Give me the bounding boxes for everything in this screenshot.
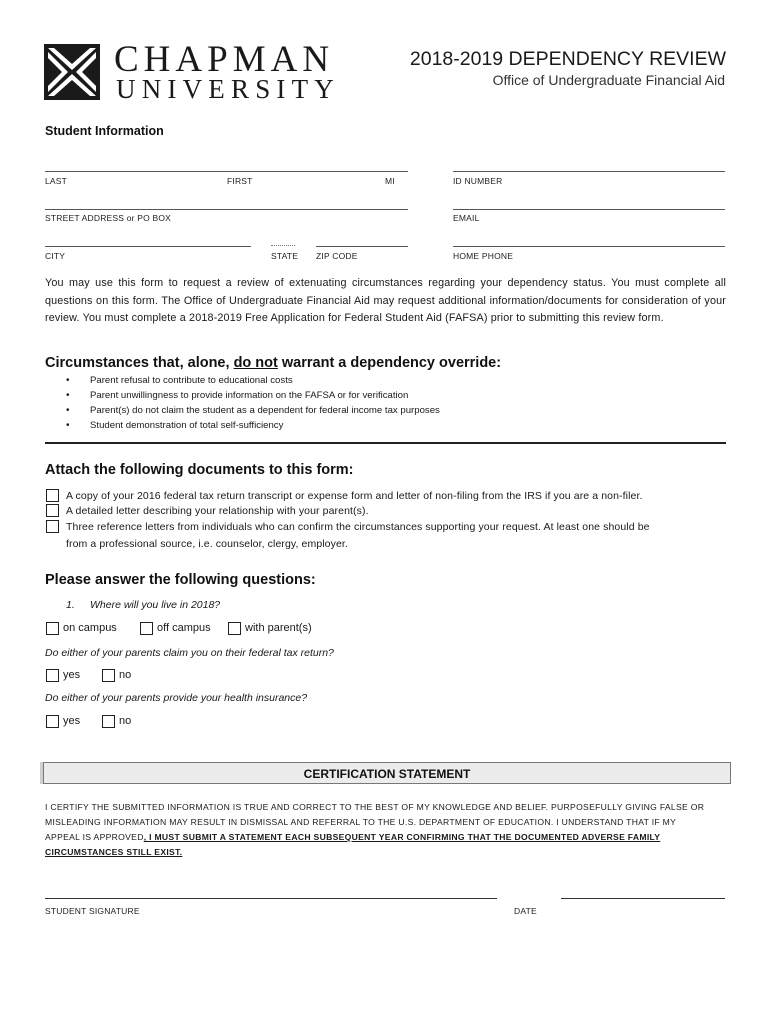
- street-address-field-line[interactable]: [45, 209, 408, 210]
- questions-heading: Please answer the following questions:: [45, 572, 316, 588]
- certification-line: I CERTIFY THE SUBMITTED INFORMATION IS TRUE AND CORRECT TO THE BEST OF MY KNOWLEDGE AND BELIEF. PURPOSEFULLY GIVING FALSE OR: [45, 802, 705, 812]
- list-item: • Parent refusal to contribute to educational costs: [66, 373, 666, 388]
- name-field-line[interactable]: [45, 171, 408, 172]
- certification-header-box: [43, 762, 731, 784]
- zip-code-field-line[interactable]: [316, 246, 408, 247]
- email-label: EMAIL: [453, 213, 480, 223]
- on-campus-checkbox[interactable]: [46, 622, 59, 635]
- certification-line: APPEAL IS APPROVED, I MUST SUBMIT A STATEMENT EACH SUBSEQUENT YEAR CONFIRMING THAT THE DOCUMENTED ADVERSE FAMILY: [45, 832, 661, 842]
- question-3-text: Do either of your parents provide your health insurance?: [45, 692, 308, 704]
- health-insurance-yes-checkbox[interactable]: [46, 715, 59, 728]
- zip-code-label: ZIP CODE: [316, 251, 358, 261]
- city-label: CITY: [45, 251, 66, 261]
- with-parents-label: with parent(s): [245, 622, 312, 634]
- state-field-line[interactable]: [271, 245, 295, 246]
- intro-paragraph: You may use this form to request a review of extenuating circumstances regarding your dependency status. You must complete all questions on this form. The Office of Undergraduate Financial Aid may request additional information/documents for consideration of your review. You must complete a 2018-2019 Free Application for Federal Student Aid (FAFSA) prior to submitting this review form.: [45, 277, 726, 324]
- student-signature-label: STUDENT SIGNATURE: [45, 906, 140, 916]
- list-item: • Student demonstration of total self-sufficiency: [66, 418, 666, 433]
- document-title: 2018-2019 DEPENDENCY REVIEW: [409, 48, 726, 70]
- chapman-logo-mark: [44, 44, 100, 100]
- home-phone-field-line[interactable]: [453, 246, 725, 247]
- date-label: DATE: [514, 906, 537, 916]
- home-phone-label: HOME PHONE: [453, 251, 514, 261]
- attach-letter-checkbox[interactable]: [46, 504, 59, 517]
- middle-initial-label: MI: [385, 176, 395, 186]
- state-label: STATE: [271, 251, 299, 261]
- question-2-text: Do either of your parents claim you on their federal tax return?: [45, 647, 334, 659]
- document-subtitle: Office of Undergraduate Financial Aid: [492, 72, 725, 88]
- logo-wordmark-chapman: CHAPMAN: [114, 39, 335, 80]
- tax-claim-no-label: no: [119, 669, 132, 681]
- question-1-number: 1.: [66, 599, 75, 611]
- list-item: • Parent(s) do not claim the student as a dependent for federal income tax purposes: [66, 403, 666, 418]
- attach-heading: Attach the following documents to this form:: [45, 462, 354, 478]
- health-insurance-no-checkbox[interactable]: [102, 715, 115, 728]
- health-insurance-no-label: no: [119, 715, 132, 727]
- id-number-field-line[interactable]: [453, 171, 725, 172]
- id-number-label: ID NUMBER: [453, 176, 503, 186]
- circumstances-heading: Circumstances that, alone, do not warrant a dependency override:: [45, 355, 502, 371]
- first-name-label: FIRST: [227, 176, 253, 186]
- attach-tax-return-text: A copy of your 2016 federal tax return transcript or expense form and letter of non-filing from the IRS if you are a non-filer.: [66, 490, 643, 502]
- off-campus-checkbox[interactable]: [140, 622, 153, 635]
- on-campus-label: on campus: [63, 622, 117, 634]
- section-divider: [45, 442, 726, 444]
- certification-title: CERTIFICATION STATEMENT: [303, 767, 471, 781]
- city-field-line[interactable]: [45, 246, 251, 247]
- certification-line: MISLEADING INFORMATION MAY RESULT IN DISMISSAL AND REFERRAL TO THE U.S. DEPARTMENT OF EDUCATION. I UNDERSTAND THAT IF MY: [45, 817, 677, 827]
- off-campus-label: off campus: [157, 622, 211, 634]
- certification-line: CIRCUMSTANCES STILL EXIST.: [45, 847, 183, 857]
- attach-references-checkbox[interactable]: [46, 520, 59, 533]
- list-item: • Parent unwillingness to provide information on the FAFSA or for verification: [66, 388, 666, 403]
- tax-claim-yes-label: yes: [63, 669, 81, 681]
- circumstances-list: [66, 373, 666, 433]
- do-not-emphasis: do not: [233, 355, 278, 371]
- attach-references-text-cont: from a professional source, i.e. counselor, clergy, employer.: [66, 538, 348, 550]
- question-1-text: Where will you live in 2018?: [90, 599, 221, 611]
- certification-statement: [45, 800, 726, 860]
- street-address-label: STREET ADDRESS or PO BOX: [45, 213, 172, 223]
- attach-references-text: Three reference letters from individuals who can confirm the circumstances supporting your request. At least one should be: [66, 521, 650, 533]
- logo-wordmark-university: UNIVERSITY: [116, 74, 340, 104]
- email-field-line[interactable]: [453, 209, 725, 210]
- tax-claim-yes-checkbox[interactable]: [46, 669, 59, 682]
- tax-claim-no-checkbox[interactable]: [102, 669, 115, 682]
- signature-field-line[interactable]: [45, 898, 497, 899]
- last-name-label: LAST: [45, 176, 68, 186]
- student-info-heading: Student Information: [45, 124, 164, 138]
- health-insurance-yes-label: yes: [63, 715, 81, 727]
- date-field-line[interactable]: [561, 898, 725, 899]
- with-parents-checkbox[interactable]: [228, 622, 241, 635]
- attach-letter-text: A detailed letter describing your relationship with your parent(s).: [66, 505, 369, 517]
- attach-tax-return-checkbox[interactable]: [46, 489, 59, 502]
